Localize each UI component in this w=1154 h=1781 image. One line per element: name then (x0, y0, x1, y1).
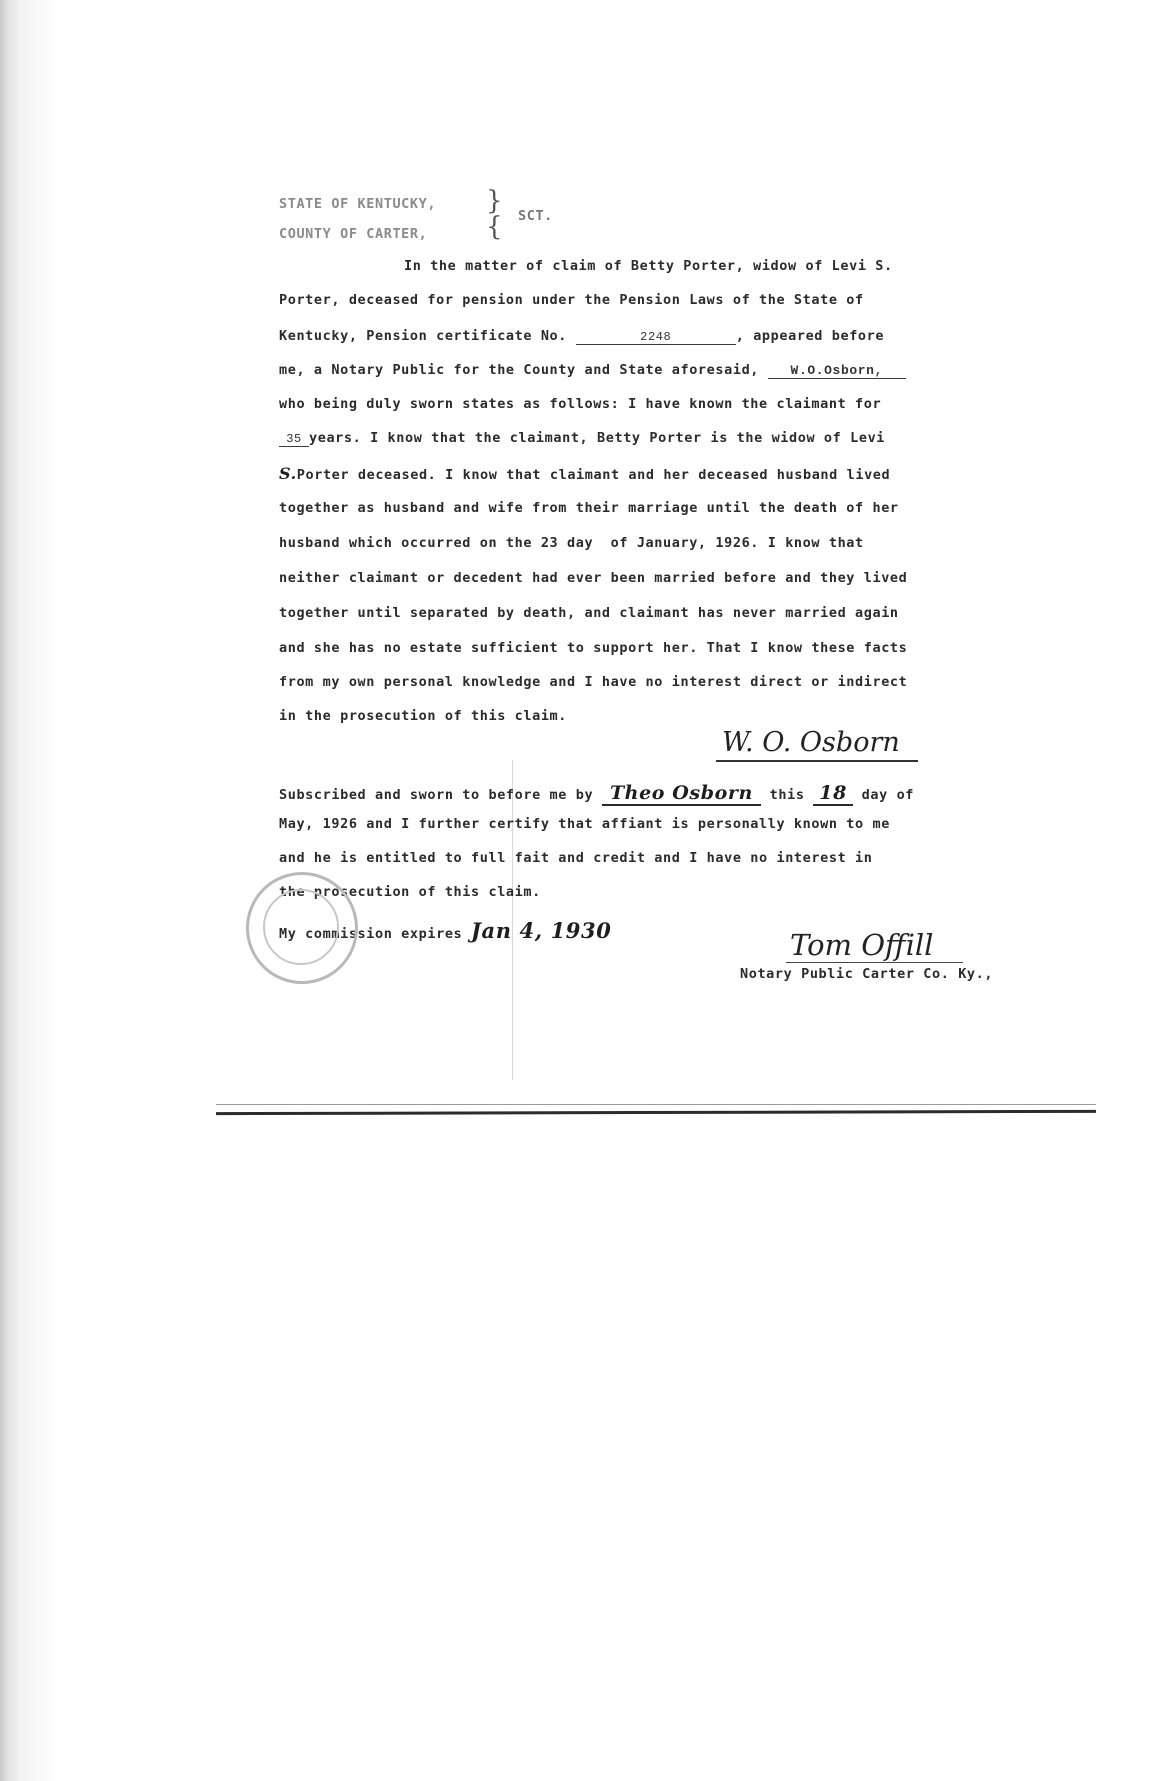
body-line-1: In the matter of claim of Betty Porter, widow of Levi S. (404, 258, 893, 274)
sct-label: SCT. (518, 208, 553, 224)
body-line-2: Porter, deceased for pension under the Pension Laws of the State of (279, 292, 864, 308)
commission-expires-handwritten: Jan 4, 1930 (471, 918, 612, 943)
jurat-line-2: May, 1926 and I further certify that affiant is personally known to me (279, 816, 890, 832)
body-line-11: together until separated by death, and claimant has never married again (279, 605, 899, 621)
years-known: 35 (279, 432, 309, 447)
body-line-13: from my own personal knowledge and I have no interest direct or indirect (279, 674, 908, 690)
body-line-7: S.Porter deceased. I know that claimant and her deceased husband lived (279, 464, 891, 483)
state-line: STATE OF KENTUCKY, (279, 196, 437, 212)
brace-bottom: { (486, 212, 503, 242)
county-line: COUNTY OF CARTER, (279, 226, 428, 242)
affiant-signature: W. O. Osborn (716, 727, 918, 762)
jurat-line-5: My commission expires Jan 4, 1930 (279, 918, 612, 943)
body-line-10: neither claimant or decedent had ever been married before and they lived (279, 570, 908, 586)
jurat-line-1: Subscribed and sworn to before me by Theo Osborn this 18 day of (279, 782, 915, 804)
body-line-4: me, a Notary Public for the County and State aforesaid, W.O.Osborn, (279, 362, 906, 379)
notary-seal-inner-ring (263, 889, 339, 965)
sworn-by-signature: Theo Osborn (602, 782, 761, 806)
bottom-rule (216, 1110, 1096, 1115)
body-line-5: who being duly sworn states as follows: I have known the claimant for (279, 396, 882, 412)
body-line-12: and she has no estate sufficient to support her. That I know these facts (279, 640, 908, 656)
body-line-9: husband which occurred on the 23 day of January, 1926. I know that (279, 535, 864, 551)
brace-top: } (486, 186, 503, 216)
body-line-6: 35 years. I know that the claimant, Betty Porter is the widow of Levi (279, 430, 885, 447)
notary-caption: Notary Public Carter Co. Ky., (740, 966, 994, 982)
affiant-name: W.O.Osborn, (768, 364, 906, 379)
notary-signature: Tom Offill (786, 928, 963, 963)
certificate-number: 2248 (576, 330, 736, 345)
notary-seal (246, 872, 358, 984)
middle-initial-handwritten: S. (279, 464, 297, 483)
jurat-line-4: the prosecution of this claim. (279, 884, 541, 900)
body-line-3: Kentucky, Pension certificate No. 2248 , appeared before (279, 328, 885, 344)
body-line-14: in the prosecution of this claim. (279, 708, 568, 724)
day-handwritten: 18 (813, 782, 853, 806)
body-line-8: together as husband and wife from their marriage until the death of her (279, 500, 899, 516)
bottom-rule-thin (216, 1104, 1096, 1105)
jurat-line-3: and he is entitled to full fait and credit and I have no interest in (279, 850, 873, 866)
